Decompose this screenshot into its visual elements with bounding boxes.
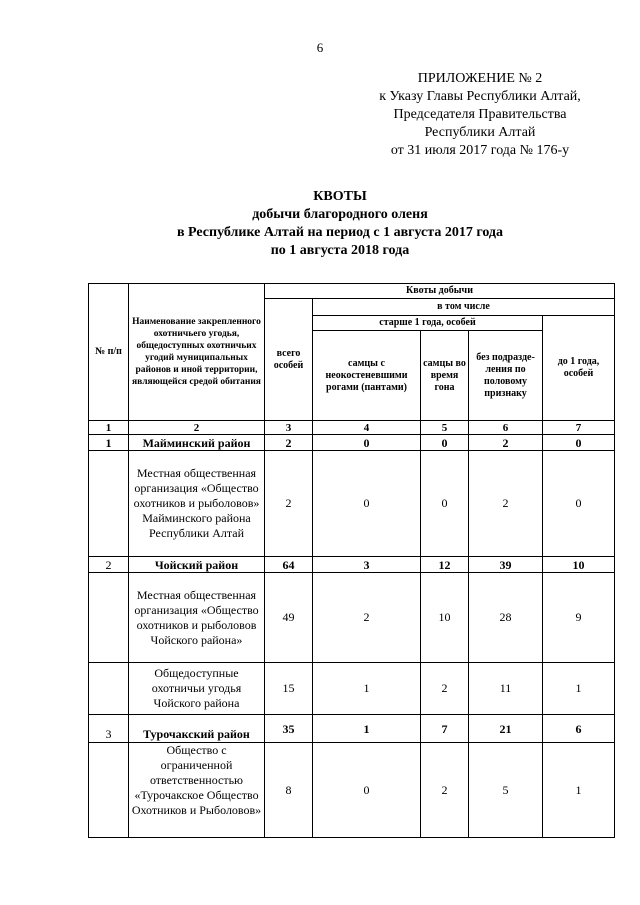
table-row — [89, 557, 615, 573]
column-number: 4 — [313, 421, 421, 435]
row-rut: 7 — [421, 715, 469, 743]
appendix-line: ПРИЛОЖЕНИЕ № 2 — [417, 71, 543, 86]
row-nosex: 11 — [469, 663, 543, 715]
row-total: 49 — [265, 573, 313, 663]
row-under: 9 — [543, 573, 615, 663]
row-name: Общество с ограниченной ответственностью «Турочакское Общество Охотников и Рыболовов» — [129, 743, 265, 838]
title-line: КВОТЫ — [313, 189, 367, 204]
row-antlers: 3 — [313, 557, 421, 573]
row-nosex: 2 — [469, 435, 543, 451]
row-total: 2 — [265, 435, 313, 451]
row-name: Местная общественная организация «Общество охотников и рыболовов Чойского района» — [129, 573, 265, 663]
appendix-line: от 31 июля 2017 года № 176-у — [390, 143, 570, 158]
title-line: по 1 августа 2018 года — [270, 243, 410, 258]
column-number: 3 — [265, 421, 313, 435]
header-name: Наименование закрепленного охотничьего угодья, общедоступных охотничьих угодий муниципальных районов и иной территории, являющейся средой обитания — [129, 284, 265, 421]
table-row — [89, 743, 615, 838]
header-males-rut: самцы во время гона — [421, 331, 469, 421]
header-older: старше 1 года, особей — [313, 316, 543, 331]
row-antlers: 1 — [313, 663, 421, 715]
row-rut: 2 — [421, 663, 469, 715]
row-total: 2 — [265, 451, 313, 557]
header-no-sex: без подразде- ления по половому признаку — [469, 331, 543, 421]
row-nosex: 39 — [469, 557, 543, 573]
header-under-one: до 1 года, особей — [543, 316, 615, 421]
table-row — [89, 715, 615, 743]
row-num: 2 — [89, 557, 129, 573]
row-nosex: 5 — [469, 743, 543, 838]
header-num: № п/п — [89, 284, 129, 421]
document-title — [90, 188, 590, 260]
row-rut: 2 — [421, 743, 469, 838]
row-under: 1 — [543, 663, 615, 715]
table-row — [89, 435, 615, 451]
row-rut: 0 — [421, 435, 469, 451]
table-row — [89, 451, 615, 557]
row-name: Общедоступные охотничьи угодья Чойского района — [129, 663, 265, 715]
appendix-line: к Указу Главы Республики Алтай, — [379, 89, 581, 104]
appendix-line: Республики Алтай — [424, 125, 536, 140]
appendix-block — [360, 70, 600, 160]
row-name: Майминский район — [129, 435, 265, 451]
row-under: 0 — [543, 435, 615, 451]
column-number: 5 — [421, 421, 469, 435]
row-under: 1 — [543, 743, 615, 838]
row-total: 35 — [265, 715, 313, 743]
title-line: в Республике Алтай на период с 1 августа 2017 года — [176, 225, 504, 240]
row-total: 64 — [265, 557, 313, 573]
row-nosex: 2 — [469, 451, 543, 557]
column-number: 1 — [89, 421, 129, 435]
row-nosex: 21 — [469, 715, 543, 743]
row-num — [89, 663, 129, 715]
row-under: 10 — [543, 557, 615, 573]
quota-table — [88, 283, 615, 838]
header-total: всего особей — [265, 299, 313, 421]
column-number: 7 — [543, 421, 615, 435]
title-line: добычи благородного оленя — [252, 207, 428, 222]
row-under: 0 — [543, 451, 615, 557]
row-antlers: 0 — [313, 451, 421, 557]
row-rut: 0 — [421, 451, 469, 557]
column-numbers-row — [89, 421, 615, 435]
row-under: 6 — [543, 715, 615, 743]
row-num: 1 — [89, 435, 129, 451]
row-antlers: 1 — [313, 715, 421, 743]
column-number: 2 — [129, 421, 265, 435]
row-rut: 12 — [421, 557, 469, 573]
table-row — [89, 573, 615, 663]
row-num: 3 — [89, 715, 129, 743]
row-name: Турочакский район — [129, 715, 265, 743]
row-num — [89, 743, 129, 838]
row-name: Чойский район — [129, 557, 265, 573]
row-num — [89, 573, 129, 663]
column-number: 6 — [469, 421, 543, 435]
row-total: 8 — [265, 743, 313, 838]
row-nosex: 28 — [469, 573, 543, 663]
appendix-line: Председателя Правительства — [393, 107, 567, 122]
header-including: в том числе — [313, 299, 615, 316]
row-rut: 10 — [421, 573, 469, 663]
page-number: 6 — [316, 40, 324, 55]
table-row — [89, 663, 615, 715]
row-total: 15 — [265, 663, 313, 715]
row-antlers: 0 — [313, 743, 421, 838]
header-quotas: Квоты добычи — [265, 284, 615, 299]
row-name: Местная общественная организация «Общество охотников и рыболовов» Майминского района Республики Алтай — [129, 451, 265, 557]
row-num — [89, 451, 129, 557]
row-antlers: 0 — [313, 435, 421, 451]
header-males-antlers: самцы с неокостеневшими рогами (пантами) — [313, 331, 421, 421]
row-antlers: 2 — [313, 573, 421, 663]
